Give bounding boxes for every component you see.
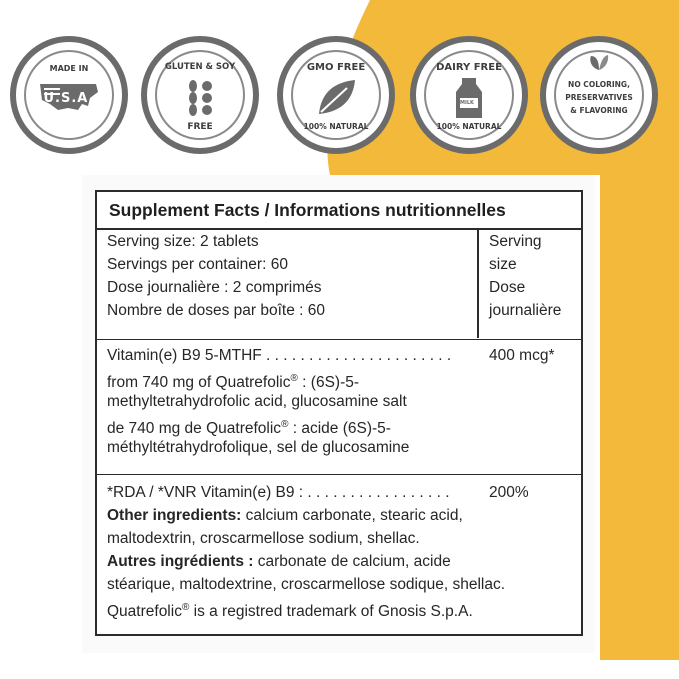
badge-line: DAIRY FREE [436,62,502,73]
leaf-sprout-icon [589,54,609,70]
badge-line: PRESERVATIVES [565,93,633,102]
supplement-facts-table [95,190,583,636]
badge-line: 100% NATURAL [303,122,369,131]
badge-line: NO COLORING, [568,80,630,89]
badge-line: & FLAVORING [570,106,628,115]
autres-ingredients-line: Autres ingrédients : carbonate de calcium, acide [107,553,451,570]
milk-carton-label: MILK [460,100,474,106]
badge-line: GMO FREE [306,62,366,73]
gmo-free-badge [277,36,395,154]
badge-line: U.S.A. [43,91,95,106]
vitamin-section [97,340,581,475]
trademark-line: Quatrefolic® is a registred trademark of Gnosis S.p.A. [107,602,473,621]
serving-right-line: size [489,256,517,273]
wheat-icon [183,78,219,118]
other-ingredients-line: Other ingredients: calcium carbonate, stearic acid, [107,507,463,524]
serving-right-line: journalière [489,302,562,319]
milk-carton-icon [456,78,482,118]
serving-right-line: Serving [489,233,542,250]
rda-label: *RDA / *VNR Vitamin(e) B9 : . . . . . . . . . . . . . . . . . [107,484,450,501]
vitamin-source-line: methyltetrahydrofolic acid, glucosamine salt [107,393,407,410]
gluten-soy-free-badge [141,36,259,154]
badge-line: GLUTEN & SOY [164,62,236,72]
serving-line: Servings per container: 60 [107,256,288,273]
serving-line: Nombre de doses par boîte : 60 [107,302,325,319]
serving-right-line: Dose [489,279,526,296]
autres-ingredients-line: stéarique, maltodextrine, croscarmellose sodique, shellac. [107,576,506,593]
leaf-icon [315,78,357,116]
ingredients-section [97,475,581,635]
no-coloring-badge [540,36,658,154]
vitamin-source-line: de 740 mg de Quatrefolic® : acide (6S)-5- [107,419,391,438]
serving-line: Serving size: 2 tablets [107,233,259,250]
other-ingredients-line: maltodextrin, croscarmellose sodium, shellac. [107,530,420,547]
serving-section [97,230,581,340]
badge-line: FREE [187,122,213,132]
badge-line: MADE IN [49,64,89,73]
rda-value: 200% [489,484,529,501]
vitamin-source-line: méthyltétrahydrofolique, sel de glucosamine [107,439,410,456]
badge-line: 100% NATURAL [436,122,502,131]
facts-header [97,192,581,230]
vitamin-source-line: from 740 mg of Quatrefolic® : (6S)-5- [107,373,360,392]
dairy-free-badge [410,36,528,154]
facts-title: Supplement Facts / Informations nutritionnelles [109,200,506,220]
serving-line: Dose journalière : 2 comprimés [107,279,322,296]
vitamin-amount: 400 mcg* [489,347,555,364]
made-in-usa-badge [10,36,128,154]
vitamin-name: Vitamin(e) B9 5-MTHF . . . . . . . . . . . . . . . . . . . . . . [107,347,452,364]
